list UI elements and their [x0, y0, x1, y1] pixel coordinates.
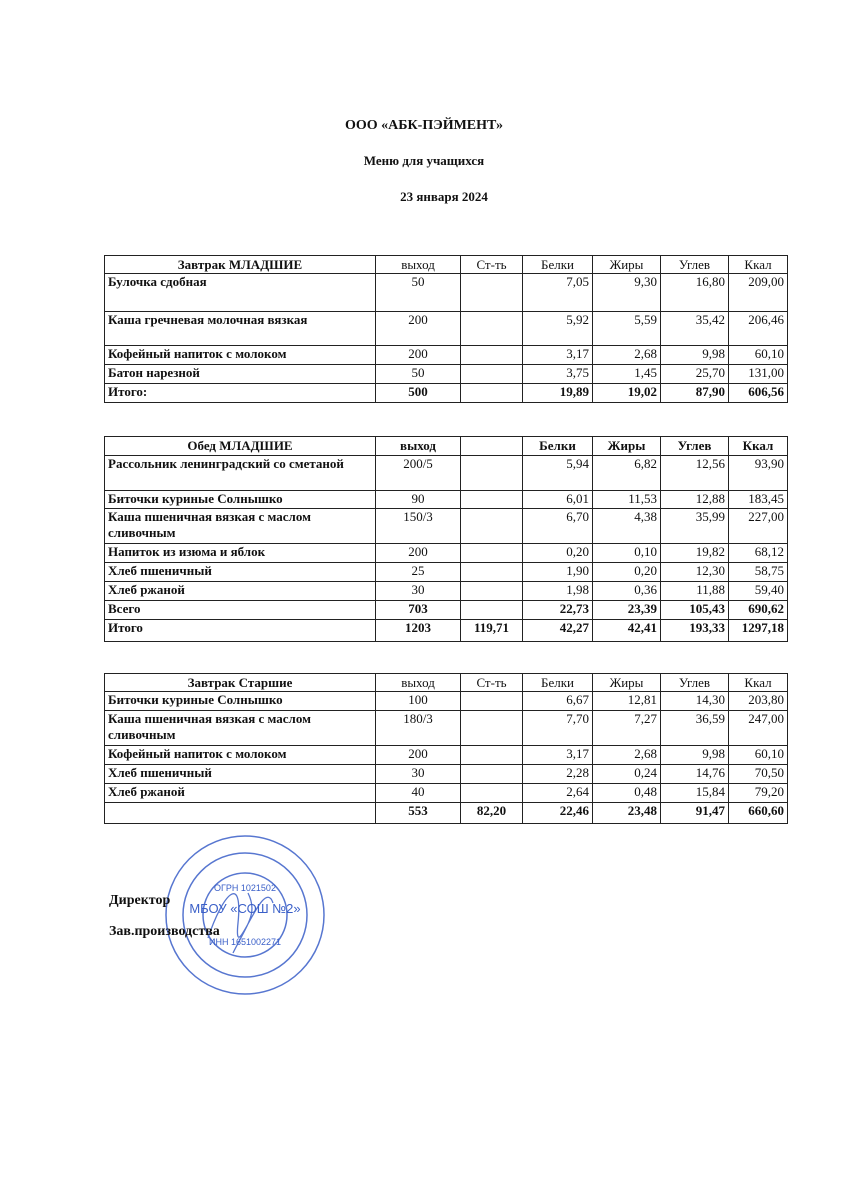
- cell-output: 25: [376, 563, 461, 582]
- cell-kcal: Ккал: [729, 674, 788, 692]
- cell-carbs: 19,82: [661, 544, 729, 563]
- cell-carbs: 9,98: [661, 346, 729, 365]
- cell-carbs: 36,59: [661, 711, 729, 746]
- total-row: [105, 803, 788, 824]
- cell-fat: 6,82: [593, 456, 661, 491]
- cell-protein: 3,75: [523, 365, 593, 384]
- stamp-inn: ИНН 1651002271: [208, 937, 282, 947]
- table-row: [105, 711, 788, 746]
- cell-output: 500: [376, 384, 461, 403]
- cell-name: Каша гречневая молочная вязкая: [105, 312, 376, 346]
- cell-carbs: 14,76: [661, 765, 729, 784]
- cell-cost: [461, 365, 523, 384]
- cell-name: Булочка сдобная: [105, 274, 376, 312]
- cell-cost: [461, 437, 523, 456]
- cell-fat: 12,81: [593, 692, 661, 711]
- cell-name: Кофейный напиток с молоком: [105, 346, 376, 365]
- cell-kcal: 183,45: [729, 491, 788, 509]
- cell-kcal: 58,75: [729, 563, 788, 582]
- cell-name: Биточки куриные Солнышко: [105, 692, 376, 711]
- cell-carbs: 193,33: [661, 620, 729, 642]
- official-stamp: [163, 833, 328, 998]
- cell-carbs: 91,47: [661, 803, 729, 824]
- cell-fat: 7,27: [593, 711, 661, 746]
- cell-cost: [461, 456, 523, 491]
- cell-fat: 0,24: [593, 765, 661, 784]
- cell-output: 30: [376, 582, 461, 601]
- cell-name: Хлеб пшеничный: [105, 563, 376, 582]
- cell-output: 150/3: [376, 509, 461, 544]
- cell-cost: [461, 274, 523, 312]
- cell-protein: 1,98: [523, 582, 593, 601]
- cell-kcal: 247,00: [729, 711, 788, 746]
- cell-carbs: Углев: [661, 256, 729, 274]
- cell-cost: [461, 346, 523, 365]
- cell-name: Каша пшеничная вязкая с маслом сливочным: [105, 509, 376, 544]
- table-row: [105, 365, 788, 384]
- cell-protein: 3,17: [523, 746, 593, 765]
- cell-output: 40: [376, 784, 461, 803]
- cell-name: Напиток из изюма и яблок: [105, 544, 376, 563]
- cell-kcal: 203,80: [729, 692, 788, 711]
- stamp-ogrn: ОГРН 1021502: [214, 883, 276, 893]
- total-row: [105, 620, 788, 642]
- cell-name: Хлеб пшеничный: [105, 765, 376, 784]
- cell-kcal: 206,46: [729, 312, 788, 346]
- cell-cost: 82,20: [461, 803, 523, 824]
- cell-kcal: 60,10: [729, 746, 788, 765]
- cell-fat: 0,20: [593, 563, 661, 582]
- cell-protein: 22,46: [523, 803, 593, 824]
- cell-kcal: 209,00: [729, 274, 788, 312]
- cell-fat: Жиры: [593, 256, 661, 274]
- cell-fat: 0,10: [593, 544, 661, 563]
- table-row: [105, 765, 788, 784]
- cell-carbs: 35,99: [661, 509, 729, 544]
- cell-protein: Белки: [523, 437, 593, 456]
- cell-fat: 2,68: [593, 746, 661, 765]
- cell-output: 50: [376, 274, 461, 312]
- cell-output: 553: [376, 803, 461, 824]
- cell-fat: 23,39: [593, 601, 661, 620]
- cell-protein: 0,20: [523, 544, 593, 563]
- cell-name: Хлеб ржаной: [105, 582, 376, 601]
- cell-kcal: Ккал: [729, 256, 788, 274]
- cell-kcal: 60,10: [729, 346, 788, 365]
- cell-cost: [461, 563, 523, 582]
- cell-fat: 1,45: [593, 365, 661, 384]
- cell-fat: 19,02: [593, 384, 661, 403]
- cell-protein: 7,70: [523, 711, 593, 746]
- cell-fat: Жиры: [593, 674, 661, 692]
- cell-fat: Жиры: [593, 437, 661, 456]
- cell-output: выход: [376, 674, 461, 692]
- table-row: [105, 582, 788, 601]
- cell-output: 30: [376, 765, 461, 784]
- cell-fat: 0,48: [593, 784, 661, 803]
- director-signature-label: Директор: [109, 893, 171, 908]
- cell-carbs: Углев: [661, 437, 729, 456]
- cell-kcal: 79,20: [729, 784, 788, 803]
- cell-output: 1203: [376, 620, 461, 642]
- cell-cost: [461, 746, 523, 765]
- cell-cost: Ст-ть: [461, 256, 523, 274]
- cell-protein: 6,67: [523, 692, 593, 711]
- table-row: [105, 346, 788, 365]
- cell-protein: 6,70: [523, 509, 593, 544]
- cell-carbs: Углев: [661, 674, 729, 692]
- cell-carbs: 12,30: [661, 563, 729, 582]
- cell-output: 180/3: [376, 711, 461, 746]
- table-row: [105, 784, 788, 803]
- cell-carbs: 12,88: [661, 491, 729, 509]
- cell-protein: 5,92: [523, 312, 593, 346]
- cell-protein: 2,64: [523, 784, 593, 803]
- table-row: [105, 274, 788, 312]
- menu-date: 23 января 2024: [400, 189, 488, 204]
- cell-carbs: 16,80: [661, 274, 729, 312]
- cell-cost: [461, 544, 523, 563]
- cell-protein: 1,90: [523, 563, 593, 582]
- breakfast-senior-table: [104, 673, 788, 824]
- total-row: [105, 601, 788, 620]
- cell-carbs: 11,88: [661, 582, 729, 601]
- cell-carbs: 12,56: [661, 456, 729, 491]
- cell-output: 200: [376, 544, 461, 563]
- cell-protein: Белки: [523, 256, 593, 274]
- cell-cost: [461, 312, 523, 346]
- cell-name: Хлеб ржаной: [105, 784, 376, 803]
- table-row: [105, 746, 788, 765]
- cell-kcal: 68,12: [729, 544, 788, 563]
- cell-kcal: 660,60: [729, 803, 788, 824]
- table-header-row: [105, 674, 788, 692]
- cell-name: Итого: [105, 620, 376, 642]
- cell-kcal: 93,90: [729, 456, 788, 491]
- lunch-junior-table: [104, 436, 788, 642]
- cell-output: 200: [376, 746, 461, 765]
- table-row: [105, 544, 788, 563]
- cell-carbs: 15,84: [661, 784, 729, 803]
- cell-cost: 119,71: [461, 620, 523, 642]
- cell-protein: 7,05: [523, 274, 593, 312]
- cell-protein: 2,28: [523, 765, 593, 784]
- cell-fat: 23,48: [593, 803, 661, 824]
- cell-cost: [461, 711, 523, 746]
- cell-kcal: 1297,18: [729, 620, 788, 642]
- table-row: [105, 456, 788, 491]
- cell-output: 200: [376, 346, 461, 365]
- cell-carbs: 9,98: [661, 746, 729, 765]
- cell-fat: 0,36: [593, 582, 661, 601]
- cell-protein: Белки: [523, 674, 593, 692]
- cell-cost: [461, 601, 523, 620]
- cell-fat: 11,53: [593, 491, 661, 509]
- cell-output: 200: [376, 312, 461, 346]
- table-row: [105, 563, 788, 582]
- cell-fat: 42,41: [593, 620, 661, 642]
- table-row: [105, 692, 788, 711]
- cell-output: 50: [376, 365, 461, 384]
- table-header-row: [105, 256, 788, 274]
- cell-output: 200/5: [376, 456, 461, 491]
- cell-name: Рассольник ленинградский со сметаной: [105, 456, 376, 491]
- cell-cost: Ст-ть: [461, 674, 523, 692]
- cell-cost: [461, 384, 523, 403]
- cell-carbs: 87,90: [661, 384, 729, 403]
- cell-name: Каша пшеничная вязкая с маслом сливочным: [105, 711, 376, 746]
- cell-fat: 9,30: [593, 274, 661, 312]
- production-head-signature-label: Зав.производства: [109, 924, 220, 939]
- cell-kcal: 70,50: [729, 765, 788, 784]
- cell-kcal: 59,40: [729, 582, 788, 601]
- cell-cost: [461, 784, 523, 803]
- cell-protein: 22,73: [523, 601, 593, 620]
- cell-kcal: Ккал: [729, 437, 788, 456]
- cell-name: Биточки куриные Солнышко: [105, 491, 376, 509]
- cell-kcal: 606,56: [729, 384, 788, 403]
- cell-protein: 42,27: [523, 620, 593, 642]
- cell-name: [105, 803, 376, 824]
- cell-output: 90: [376, 491, 461, 509]
- cell-output: 100: [376, 692, 461, 711]
- table-row: [105, 491, 788, 509]
- cell-name: Завтрак Старшие: [105, 674, 376, 692]
- cell-kcal: 690,62: [729, 601, 788, 620]
- cell-cost: [461, 509, 523, 544]
- cell-cost: [461, 765, 523, 784]
- cell-kcal: 227,00: [729, 509, 788, 544]
- table-row: [105, 509, 788, 544]
- table-header-row: [105, 437, 788, 456]
- cell-fat: 4,38: [593, 509, 661, 544]
- cell-carbs: 35,42: [661, 312, 729, 346]
- cell-name: Всего: [105, 601, 376, 620]
- cell-cost: [461, 491, 523, 509]
- cell-cost: [461, 692, 523, 711]
- cell-name: Кофейный напиток с молоком: [105, 746, 376, 765]
- cell-protein: 6,01: [523, 491, 593, 509]
- cell-name: Завтрак МЛАДШИЕ: [105, 256, 376, 274]
- cell-name: Батон нарезной: [105, 365, 376, 384]
- cell-carbs: 105,43: [661, 601, 729, 620]
- cell-kcal: 131,00: [729, 365, 788, 384]
- cell-output: выход: [376, 256, 461, 274]
- table-row: [105, 312, 788, 346]
- cell-protein: 5,94: [523, 456, 593, 491]
- cell-name: Итого:: [105, 384, 376, 403]
- cell-output: выход: [376, 437, 461, 456]
- cell-name: Обед МЛАДШИЕ: [105, 437, 376, 456]
- breakfast-junior-table: [104, 255, 788, 403]
- cell-fat: 2,68: [593, 346, 661, 365]
- stamp-center-text: МБОУ «СОШ №2»: [189, 901, 301, 916]
- cell-protein: 3,17: [523, 346, 593, 365]
- cell-cost: [461, 582, 523, 601]
- cell-carbs: 14,30: [661, 692, 729, 711]
- cell-protein: 19,89: [523, 384, 593, 403]
- cell-output: 703: [376, 601, 461, 620]
- cell-fat: 5,59: [593, 312, 661, 346]
- company-name: ООО «АБК-ПЭЙМЕНТ»: [344, 118, 504, 133]
- cell-carbs: 25,70: [661, 365, 729, 384]
- total-row: [105, 384, 788, 403]
- document-subtitle: Меню для учащихся: [363, 153, 485, 168]
